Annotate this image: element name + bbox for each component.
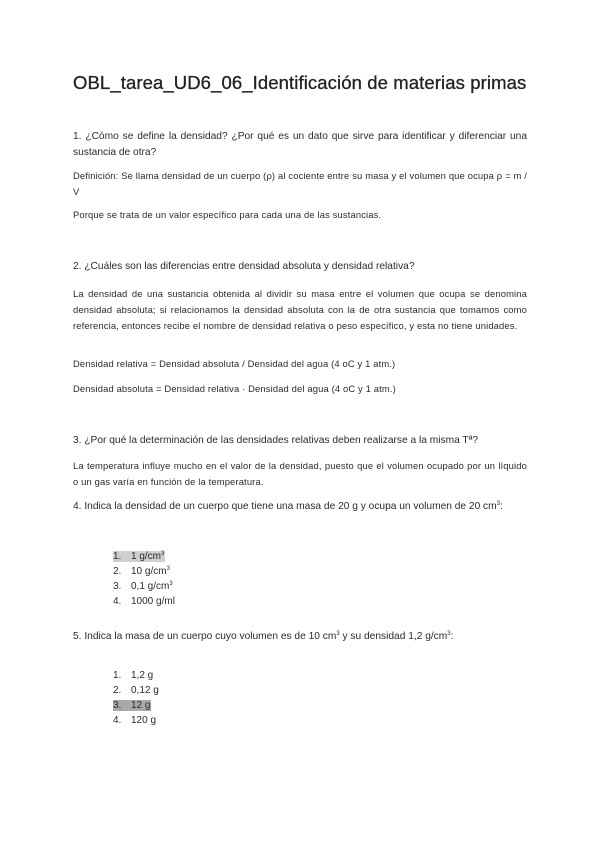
- formula-relative-density: Densidad relativa = Densidad absoluta / Densidad del agua (4 oC y 1 atm.): [73, 358, 396, 369]
- option[interactable]: 4. 1000 g/ml: [113, 596, 175, 607]
- option[interactable]: 1. 1,2 g: [113, 670, 154, 681]
- formula-absolute-density: Densidad absoluta = Densidad relativa · Densidad del agua (4 oC y 1 atm.): [73, 383, 396, 394]
- answer-3: La temperatura influye mucho en el valor de la densidad, puesto que el volumen ocupado por un líquido o un gas varía en función de la temperatura.: [73, 460, 527, 487]
- question-2: 2. ¿Cuáles son las diferencias entre densidad absoluta y densidad relativa?: [73, 261, 415, 272]
- option[interactable]: 2. 0,12 g: [113, 685, 159, 696]
- question-5-options: [113, 668, 159, 728]
- question-5: 5. Indica la masa de un cuerpo cuyo volumen es de 10 $cm^3$ y su densidad 1,2 $g/cm^3$:: [73, 631, 454, 642]
- question-1: 1. ¿Cómo se define la densidad? ¿Por qué es un dato que sirve para identificar y diferenciar una sustancia de otra?: [73, 131, 527, 158]
- question-3: 3. ¿Por qué la determinación de las densidades relativas deben realizarse a la misma Tª?: [73, 435, 479, 446]
- option[interactable]: 4. 120 g: [113, 715, 157, 726]
- question-4: 4. Indica la densidad de un cuerpo que tiene una masa de 20 g y ocupa un volumen de 20 $cm^3$:: [73, 501, 503, 512]
- answer-1-reason: Porque se trata de un valor específico para cada una de las sustancias.: [73, 209, 382, 220]
- option[interactable]: 3. 0,1 $g/cm^3$: [113, 581, 173, 592]
- answer-1-definition: Definición: Se llama densidad de un cuerpo (ρ) al cociente entre su masa y el volumen que ocupa ρ = m / V: [73, 170, 527, 197]
- question-4-options: [113, 549, 175, 609]
- document-title: OBL_tarea_UD6_06_Identificación de materias primas: [73, 72, 527, 93]
- option[interactable]: 1. 1 $g/cm^3$: [113, 551, 165, 562]
- answer-2: La densidad de una sustancia obtenida al dividir su masa entre el volumen que ocupa se denomina densidad absoluta; si relacionamos la densidad absoluta con la de otra sustancia que tomamos como referencia, entonces recibe el nombre de densidad relativa o peso específico, y esta no tiene unidades.: [73, 288, 527, 331]
- option[interactable]: 2. 10 $g/cm^3$: [113, 566, 170, 577]
- option[interactable]: 3. 12 g: [113, 700, 151, 711]
